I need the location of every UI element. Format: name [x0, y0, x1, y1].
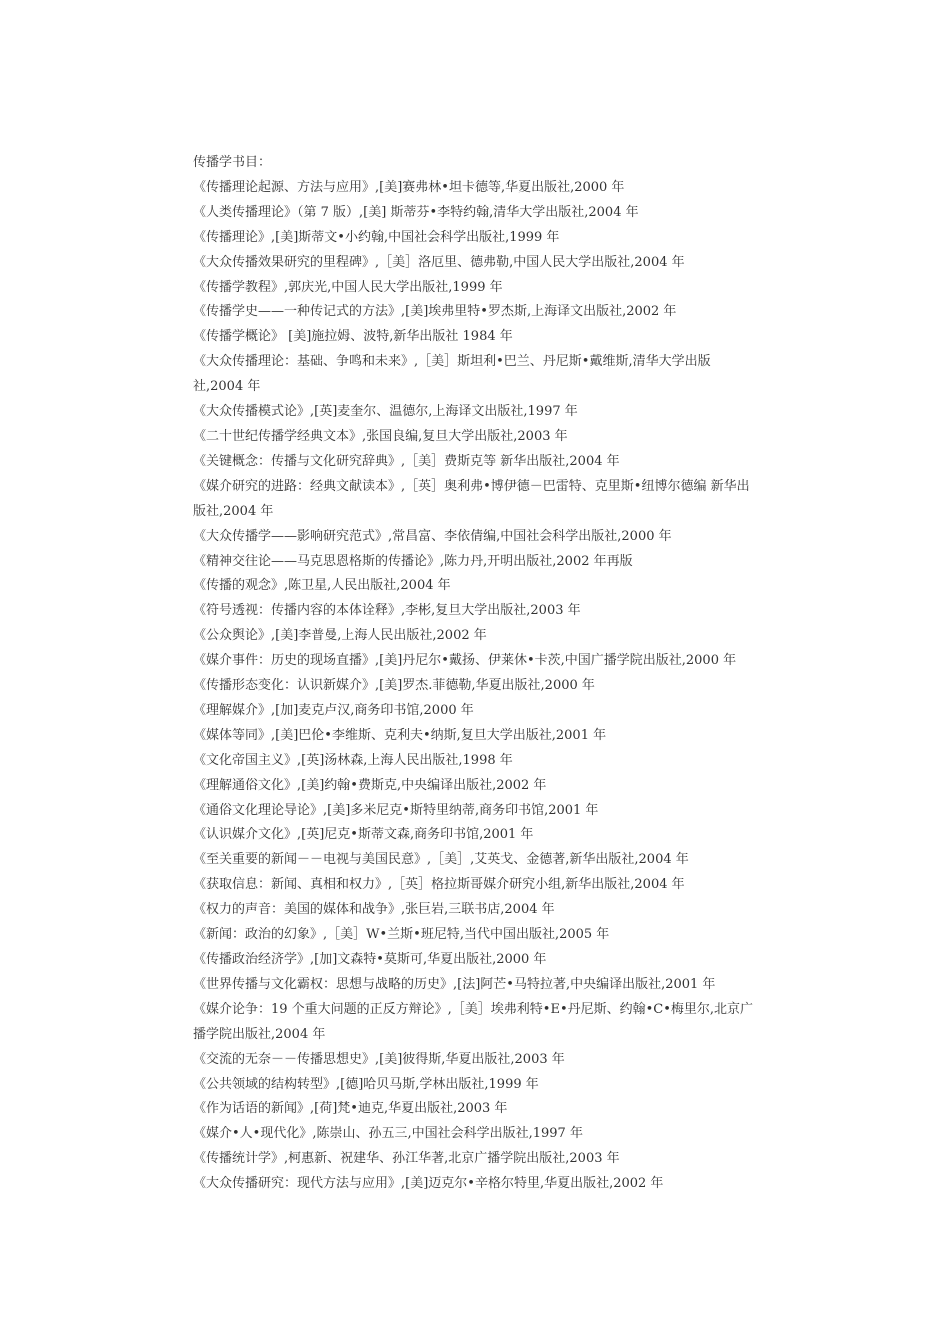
bibliography-entry: 《媒体等同》,[美]巴伦•李维斯、克利夫•纳斯,复旦大学出版社,2001 年 — [193, 727, 607, 743]
bibliography-entry: 《媒介论争：19 个重大问题的正反方辩论》,［美］埃弗利特•E•丹尼斯、约翰•C•梅里尔,北京广 — [193, 1001, 754, 1017]
bibliography-entry: 《大众传播模式论》,[英]麦奎尔、温德尔,上海译文出版社,1997 年 — [193, 404, 578, 420]
bibliography-entry: 《理解通俗文化》,[美]约翰•费斯克,中央编译出版社,2002 年 — [193, 777, 547, 793]
bibliography-entry: 《新闻：政治的幻象》,［美］W•兰斯•班尼特,当代中国出版社,2005 年 — [193, 927, 610, 943]
bibliography-entry: 《传播学概论》 [美]施拉姆、波特,新华出版社 1984 年 — [193, 329, 513, 345]
bibliography-entry: 《大众传播理论：基础、争鸣和未来》,［美］斯坦利•巴兰、丹尼斯•戴维斯,清华大学出版 — [193, 354, 711, 370]
bibliography-entry: 《传播统计学》,柯惠新、祝建华、孙江华著,北京广播学院出版社,2003 年 — [193, 1151, 620, 1167]
bibliography-entry: 《通俗文化理论导论》,[美]多米尼克•斯特里纳蒂,商务印书馆,2001 年 — [193, 802, 599, 818]
bibliography-heading: 传播学书目： — [193, 155, 272, 170]
bibliography-entry: 《符号透视：传播内容的本体诠释》,李彬,复旦大学出版社,2003 年 — [193, 603, 581, 619]
bibliography-entry: 《权力的声音：美国的媒体和战争》,张巨岩,三联书店,2004 年 — [193, 902, 555, 918]
bibliography-entry: 《传播政治经济学》,[加]文森特•莫斯可,华夏出版社,2000 年 — [193, 952, 547, 967]
bibliography-entry: 《精神交往论——马克思恩格斯的传播论》,陈力丹,开明出版社,2002 年再版 — [193, 553, 633, 569]
bibliography-entry: 《理解媒介》,[加]麦克卢汉,商务印书馆,2000 年 — [193, 702, 474, 718]
bibliography-entry: 《人类传播理论》（第 7 版）,[美] 斯蒂芬•李特约翰,清华大学出版社,2004 年 — [193, 204, 639, 220]
bibliography-entry: 《二十世纪传播学经典文本》,张国良编,复旦大学出版社,2003 年 — [193, 428, 568, 444]
bibliography-entry-continuation: 版社,2004 年 — [193, 503, 274, 519]
bibliography-entry-continuation: 社,2004 年 — [193, 379, 261, 395]
bibliography-entry: 《获取信息：新闻、真相和权力》,［英］格拉斯哥媒介研究小组,新华出版社,2004 年 — [193, 877, 685, 893]
bibliography-entry-continuation: 播学院出版社,2004 年 — [193, 1026, 326, 1042]
bibliography-list — [193, 151, 813, 1197]
bibliography-entry: 《传播理论》,[美]斯蒂文•小约翰,中国社会科学出版社,1999 年 — [193, 229, 560, 245]
bibliography-entry: 《作为话语的新闻》,[荷]梵•迪克,华夏出版社,2003 年 — [193, 1101, 508, 1117]
bibliography-entry: 《大众传播学——影响研究范式》,常昌富、李依倩编,中国社会科学出版社,2000 年 — [193, 528, 672, 544]
bibliography-entry: 《媒介•人•现代化》,陈崇山、孙五三,中国社会科学出版社,1997 年 — [193, 1126, 583, 1142]
bibliography-entry: 《传播理论起源、方法与应用》,[美]赛弗林•坦卡德等,华夏出版社,2000 年 — [193, 179, 625, 195]
bibliography-entry: 《公众舆论》,[美]李普曼,上海人民出版社,2002 年 — [193, 628, 487, 644]
bibliography-entry: 《大众传播研究：现代方法与应用》,[美]迈克尔•辛格尔特里,华夏出版社,2002 年 — [193, 1176, 664, 1192]
bibliography-entry: 《传播的观念》,陈卫星,人民出版社,2004 年 — [193, 578, 451, 594]
bibliography-entry: 《世界传播与文化霸权：思想与战略的历史》,[法]阿芒•马特拉著,中央编译出版社,2001 年 — [193, 976, 716, 992]
bibliography-entry: 《传播形态变化：认识新媒介》,[美]罗杰.菲德勒,华夏出版社,2000 年 — [193, 678, 595, 694]
bibliography-entry: 《媒介研究的进路：经典文献读本》,［英］奥利弗•博伊德－巴雷特、克里斯•纽博尔德编 新华出 — [193, 478, 750, 494]
bibliography-entry: 《传播学教程》,郭庆光,中国人民大学出版社,1999 年 — [193, 279, 503, 295]
bibliography-entry: 《大众传播效果研究的里程碑》,［美］洛厄里、德弗勒,中国人民大学出版社,2004 年 — [193, 254, 685, 270]
bibliography-entry: 《文化帝国主义》,[英]汤林森,上海人民出版社,1998 年 — [193, 752, 513, 768]
bibliography-entry: 《关键概念：传播与文化研究辞典》,［美］费斯克等 新华出版社,2004 年 — [193, 453, 620, 469]
bibliography-entry: 《交流的无奈－－传播思想史》,[美]彼得斯,华夏出版社,2003 年 — [193, 1051, 565, 1067]
bibliography-entry: 《认识媒介文化》,[英]尼克•斯蒂文森,商务印书馆,2001 年 — [193, 827, 534, 843]
bibliography-entry: 《公共领域的结构转型》,[德]哈贝马斯,学林出版社,1999 年 — [193, 1076, 539, 1092]
bibliography-entry: 《至关重要的新闻－－电视与美国民意》,［美］,艾英戈、金德著,新华出版社,2004 年 — [193, 852, 689, 868]
bibliography-entry: 《传播学史——一种传记式的方法》,[美]埃弗里特•罗杰斯,上海译文出版社,2002 年 — [193, 304, 677, 320]
bibliography-entry: 《媒介事件：历史的现场直播》,[美]丹尼尔•戴扬、伊莱休•卡茨,中国广播学院出版社,2000 年 — [193, 653, 737, 669]
